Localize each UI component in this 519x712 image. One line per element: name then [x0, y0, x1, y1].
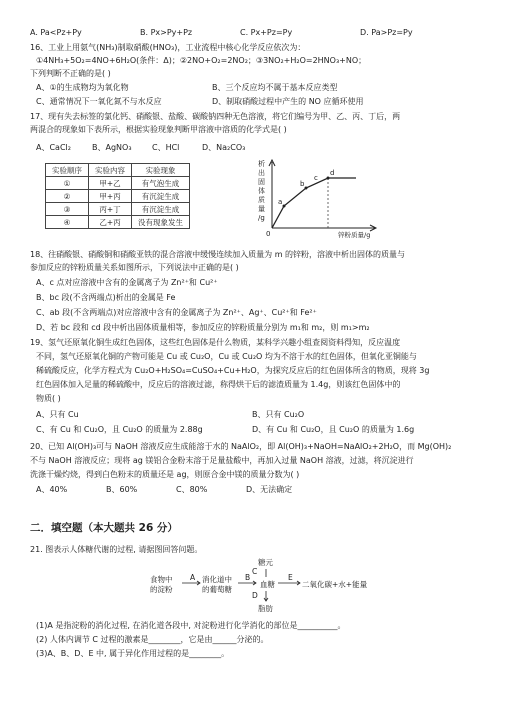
graph-curve [272, 178, 356, 228]
graph-ylabel-char: 析 [258, 160, 265, 168]
diagram-arrows [150, 557, 450, 617]
graph-point-label: a [278, 198, 283, 206]
q19-line-3: 稀硫酸反应，化学方程式为 Cu₂O+H₂SO₄=CuSO₄+Cu+H₂O，为探究反应后的红色固体所含的物质，现将 3g [36, 366, 430, 375]
q16-stem: 16、工业上用氨气(NH₃)制取硝酸(HNO₃)，工业流程中核心化学反应依次为： [30, 43, 306, 52]
q21-stem: 21. 图表示人体糖代谢的过程, 请据图回答问题。 [30, 545, 203, 554]
zinc-graph [256, 158, 386, 240]
diagram-start-1: 食物中 [150, 575, 173, 584]
q17-stem: 17、现有失去标签的氯化钙、硝酸银、盐酸、碳酸钠四种无色溶液，将它们编号为甲、乙、丙、丁后，两 [30, 112, 401, 121]
q20-line-2: 不与 NaOH 溶液反应；现将 ag 镁铝合金粉末溶于足量盐酸中，再加入过量 NaOH 溶液，过滤，将沉淀进行 [30, 456, 414, 465]
table-cell: 甲+丙 [89, 190, 132, 203]
diagram-label-b: B [245, 573, 251, 582]
graph-ylabel-char: /g [258, 214, 265, 222]
q16-option-c: C、通常情况下一氧化氮不与水反应 [36, 97, 162, 106]
diagram-label-e: E [288, 573, 293, 582]
q19-option-c: C、有 Cu 和 Cu₂O，且 Cu₂O 的质量为 2.88g [36, 425, 203, 434]
table-cell: ③ [46, 203, 89, 216]
table-cell: 甲+乙 [89, 177, 132, 190]
q21-sub-2: (2) 人体内调节 C 过程的激素是________，它是由______分泌的。 [36, 635, 269, 644]
graph-point [283, 205, 286, 208]
q17-option-b: B、AgNO₃ [92, 143, 132, 152]
graph-xlabel: 锌粉质量/g [338, 231, 371, 239]
q20-option-a: A、40% [36, 485, 68, 494]
diagram-label-a: A [190, 573, 196, 582]
diagram-label-d: D [252, 591, 258, 600]
graph-ylabel-char: 出 [258, 169, 265, 177]
q21-sub-3: (3)A、B、D、E 中, 属于异化作用过程的是________。 [36, 649, 230, 658]
q16-option-b: B、三个反应均不属于基本反应类型 [212, 83, 338, 92]
diagram-digest-2: 的葡萄糖 [202, 585, 232, 594]
table-cell: ① [46, 177, 89, 190]
q19-line-5: 物质( ) [36, 394, 61, 403]
graph-ylabel-char: 量 [258, 205, 265, 213]
diagram-start-2: 的淀粉 [150, 585, 173, 594]
table-cell: 有气泡生成 [132, 177, 190, 190]
q18-stem: 18、往硝酸银、硝酸铜和硝酸亚铁的混合溶液中缓慢连续加入质量为 m 的锌粉，溶液中析出固体的质量与 [30, 250, 406, 259]
q19-line-2: 不同，氢气还原氧化铜的产物可能是 Cu 或 Cu₂O，Cu 或 Cu₂O 均为不溶于水的红色固体，但氧化亚铜能与 [36, 352, 417, 361]
q15-option-a: A. Pa<Pz+Py [30, 28, 82, 37]
q19-line-1: 19、氢气还原氧化铜生成红色固体，这些红色固体是什么物质，某科学兴趣小组查阅资料得知，反应温度 [30, 338, 401, 347]
q17-option-c: C、HCl [152, 143, 180, 152]
q17-stem-2: 两混合的现象如下表所示，根据实验现象判断甲溶液中溶质的化学式是( ) [30, 125, 287, 134]
table-cell: 乙+丙 [89, 216, 132, 229]
table-header-row [46, 164, 190, 177]
q21-sub-1: (1)A 是指淀粉的消化过程, 在消化道各段中, 对淀粉进行化学消化的部位是__________。 [36, 621, 346, 630]
section-heading: 二．填空题（本大题共 26 分） [30, 522, 178, 534]
q16-ask: 下列判断不正确的是( ) [30, 69, 111, 78]
graph-point-label: b [300, 180, 305, 188]
q17-experiment-table [45, 163, 190, 229]
q18-option-b: B、bc 段(不含两端点)析出的金属是 Fe [36, 293, 176, 302]
q15-option-b: B. Px>Py+Pz [140, 28, 193, 37]
table-header: 实验顺序 [46, 164, 89, 177]
table-row [46, 203, 190, 216]
q19-option-a: A、只有 Cu [36, 410, 79, 419]
graph-point-label: d [330, 169, 335, 177]
q20-line-1: 20、已知 Al(OH)₃可与 NaOH 溶液反应生成能溶于水的 NaAlO₂，即 Al(OH)₃+NaOH=NaAlO₂+2H₂O，而 Mg(OH)₂ [30, 442, 452, 451]
diagram-end: 二氧化碳+水+能量 [302, 580, 368, 589]
table-cell: 没有现象发生 [132, 216, 190, 229]
q15-option-d: D. Pa>Pz=Py [360, 28, 413, 37]
q18-option-a: A、c 点对应溶液中含有的金属离子为 Zn²⁺和 Cu²⁺ [36, 278, 218, 287]
q17-option-a: A、CaCl₂ [36, 143, 71, 152]
table-row [46, 190, 190, 203]
q19-line-4: 红色固体加入足量的稀硫酸中，反应后的溶液过滤，称得烘干后的滤渣质量为 1.4g，则该红色固体中的 [36, 380, 401, 389]
graph-point-label: c [314, 174, 318, 182]
q17-option-d: D、Na₂CO₃ [202, 143, 246, 152]
q19-option-b: B、只有 Cu₂O [252, 410, 305, 419]
q15-option-c: C. Px+Pz=Py [240, 28, 293, 37]
q20-line-3: 洗涤干燥灼烧，得到白色粉末的质量还是 ag，则原合金中镁的质量分数为( ) [30, 470, 300, 479]
graph-ylabel-char: 质 [258, 196, 265, 204]
graph-ylabel-char: 体 [258, 187, 265, 195]
table-header: 实验现象 [132, 164, 190, 177]
q16-option-a: A、①的生成物均为氧化物 [36, 83, 129, 92]
q18-option-c: C、ab 段(不含两端点)对应溶液中含有的金属离子为 Zn²⁺、Ag⁺、Cu²⁺和 Fe²⁺ [36, 308, 317, 317]
diagram-bottom: 脂肪 [258, 604, 273, 613]
q16-option-d: D、制取硝酸过程中产生的 NO 应循环使用 [212, 97, 364, 106]
q20-option-c: C、80% [176, 485, 208, 494]
table-cell: 丙+丁 [89, 203, 132, 216]
sugar-metabolism-diagram [150, 557, 450, 617]
table-cell: 有沉淀生成 [132, 190, 190, 203]
table-cell: ④ [46, 216, 89, 229]
table-cell: 有沉淀生成 [132, 203, 190, 216]
graph-point [305, 187, 308, 190]
q18-option-d: D、若 bc 段和 cd 段中析出固体质量相等，参加反应的锌粉质量分别为 m₁和 m₂，则 m₁>m₂ [36, 323, 370, 332]
diagram-top: 糖元 [258, 558, 273, 567]
diagram-digest-1: 消化道中 [202, 575, 232, 584]
table-header: 实验内容 [89, 164, 132, 177]
graph-origin: 0 [266, 230, 271, 238]
q16-equations: ①4NH₃+5O₂=4NO+6H₂O(条件：Δ)；②2NO+O₂=2NO₂；③3NO₂+H₂O=2HNO₃+NO； [36, 56, 367, 65]
q18-stem-2: 参加反应的锌粉质量关系如图所示，下列说法中正确的是( ) [30, 263, 239, 272]
table-row [46, 216, 190, 229]
q19-option-d: D、有 Cu 和 Cu₂O，且 Cu₂O 的质量为 1.6g [252, 425, 415, 434]
diagram-blood: 血糖 [260, 580, 275, 589]
q20-option-b: B、60% [106, 485, 138, 494]
table-row [46, 177, 190, 190]
table-cell: ② [46, 190, 89, 203]
q20-option-d: D、无法确定 [246, 485, 293, 494]
diagram-label-c: C [252, 567, 258, 576]
graph-ylabel-char: 固 [258, 178, 265, 186]
